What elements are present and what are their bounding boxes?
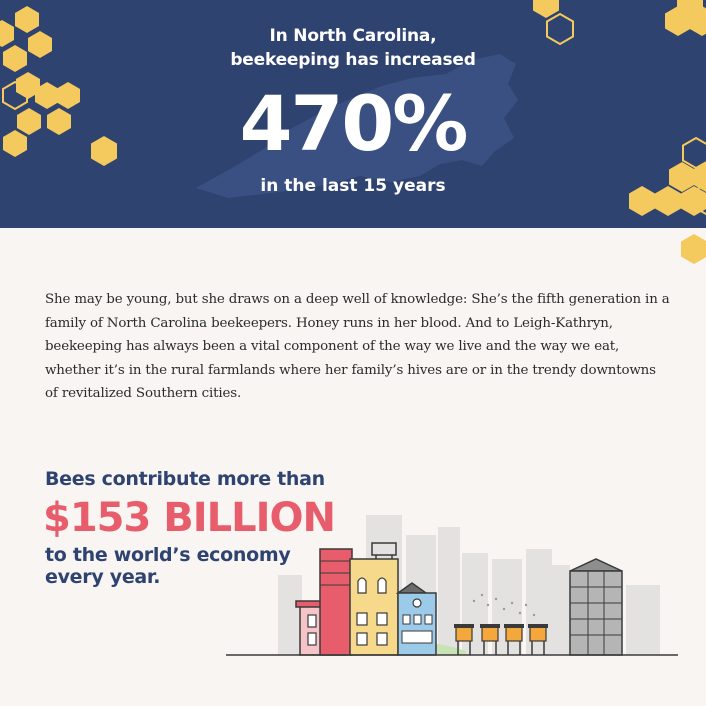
hero-headline <box>0 24 706 72</box>
economy-intro: Bees contribute more than <box>45 468 325 490</box>
hero-headline-line2: beekeeping has increased <box>230 50 476 70</box>
economy-outro-line2: every year. <box>45 566 161 588</box>
economy-amount: $153 BILLION <box>43 495 335 541</box>
hero-banner <box>0 0 706 228</box>
hero-headline-line1: In North Carolina, <box>269 26 437 46</box>
body-paragraph: She may be young, but she draws on a deep well of knowledge: She’s the fifth generation in a family of North Carolina beekeepers. Honey runs in her blood. And to Leigh-Kathryn, beekeeping has always been a vital component of the way we live and the way we eat, whether it’s in the rural farmlands where her family’s hives are or in the trendy downtowns of revitalized Southern cities. <box>45 292 670 402</box>
economy-outro-line1: to the world’s economy <box>45 544 291 566</box>
building-icon <box>350 543 398 655</box>
hero-stat: 470% <box>239 79 467 168</box>
building-icon <box>398 583 436 655</box>
city-illustration <box>226 505 696 665</box>
water-tower-icon <box>570 559 622 655</box>
honeycomb-icon <box>670 226 706 266</box>
building-icon <box>320 549 352 655</box>
hero-subline: in the last 15 years <box>260 176 446 196</box>
